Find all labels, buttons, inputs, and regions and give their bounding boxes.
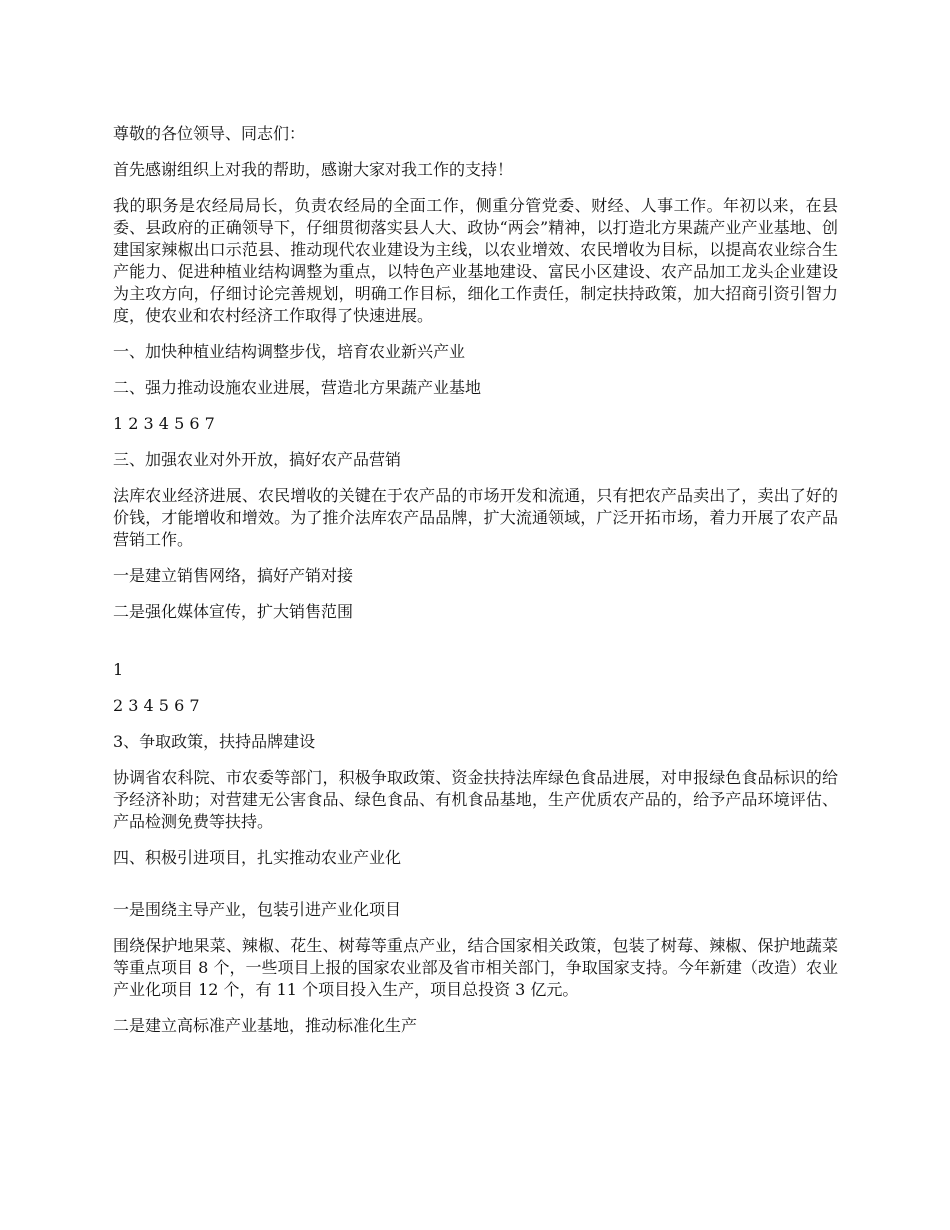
section-heading-2: 二、强力推动设施农业进展，营造北方果蔬产业基地 xyxy=(113,378,482,397)
subheading-standard-base: 二是建立高标准产业基地，推动标准化生产 xyxy=(113,1016,418,1035)
duty-paragraph: 我的职务是农经局局长，负责农经局的全面工作，侧重分管党委、财经、人事工作。年初以来，在县委、县政府的正确领导下，仔细贯彻落实县人大、政协“两会”精神，以打造北方果蔬产业产业基地、创建国家辣椒出口示范县、推动现代农业建设为主线，以农业增效、农民增收为目标，以提高农业综合生产能力、促进种植业结构调整为重点，以特色产业基地建设、富民小区建设、农产品加工龙头企业建设为主攻方向，仔细讨论完善规划，明确工作目标，细化工作责任，制定扶持政策，加大招商引资引智力度，使农业和农村经济工作取得了快速进展。 xyxy=(113,196,838,325)
section-heading-4: 四、积极引进项目，扎实推动农业产业化 xyxy=(113,848,402,867)
thanks-paragraph: 首先感谢组织上对我的帮助，感谢大家对我工作的支持！ xyxy=(113,160,514,179)
number-line-1: 1 2 3 4 5 6 7 xyxy=(113,414,215,433)
policy-paragraph: 协调省农科院、市农委等部门，积极争取政策、资金扶持法库绿色食品进展，对申报绿色食品标识的给予经济补助；对营建无公害食品、绿色食品、有机食品基地，生产优质农产品的，给予产品环境评估、产品检测免费等扶持。 xyxy=(113,768,838,831)
subheading-media: 二是强化媒体宣传，扩大销售范围 xyxy=(113,602,354,621)
projects-paragraph: 围绕保护地果菜、辣椒、花生、树莓等重点产业，结合国家相关政策，包装了树莓、辣椒、保护地蔬菜等重点项目 8 个，一些项目上报的国家农业部及省市相关部门，争取国家支持。今年新建（改造）农业产业化项目 12 个，有 11 个项目投入生产，项目总投资 3 亿元。 xyxy=(113,936,838,999)
number-line-2: 1 xyxy=(113,660,124,679)
salutation: 尊敬的各位领导、同志们： xyxy=(113,124,306,143)
document-body xyxy=(113,123,838,1051)
number-line-3: 2 3 4 5 6 7 xyxy=(113,696,200,715)
marketing-paragraph: 法库农业经济进展、农民增收的关键在于农产品的市场开发和流通，只有把农产品卖出了，卖出了好的价钱，才能增收和增效。为了推介法库农产品品牌，扩大流通领域，广泛开拓市场，着力开展了农产品营销工作。 xyxy=(113,486,838,549)
subheading-policy: 3、争取政策，扶持品牌建设 xyxy=(113,732,316,751)
subheading-projects: 一是围绕主导产业，包装引进产业化项目 xyxy=(113,900,402,919)
subheading-sales-network: 一是建立销售网络，搞好产销对接 xyxy=(113,566,354,585)
section-heading-3: 三、加强农业对外开放，搞好农产品营销 xyxy=(113,450,402,469)
section-heading-1: 一、加快种植业结构调整步伐，培育农业新兴产业 xyxy=(113,342,466,361)
